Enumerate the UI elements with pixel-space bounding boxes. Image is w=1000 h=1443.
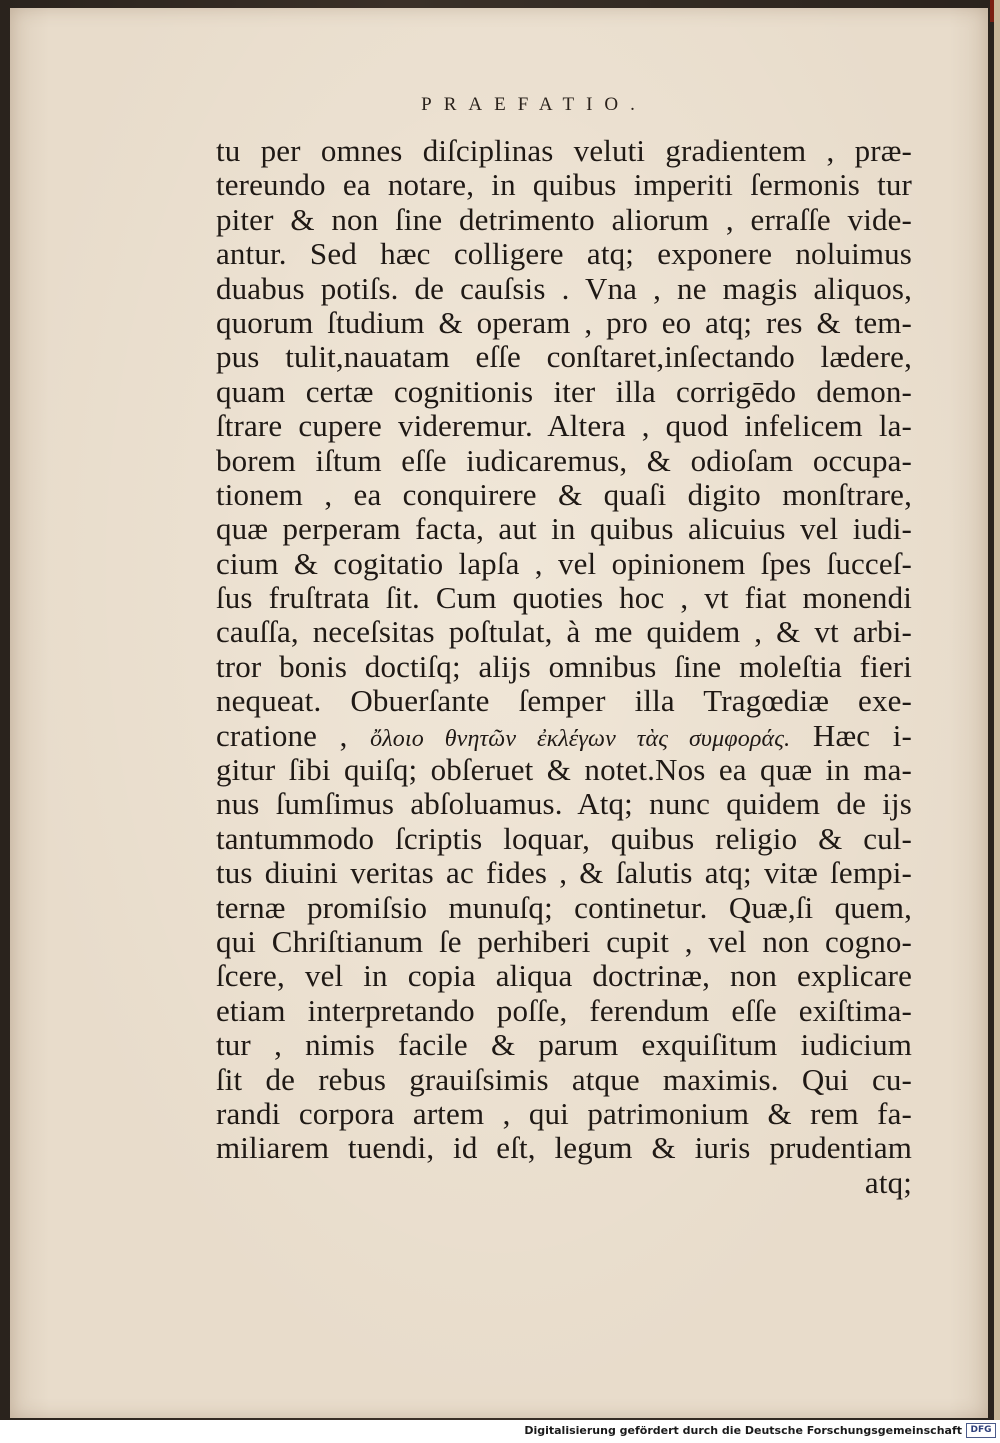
text-line: pus tulit,nauatam eſſe conſtaret,inſectando lædere, (216, 339, 912, 375)
page-edge (994, 0, 1000, 1420)
text-line: tereundo ea notare, in quibus imperiti ſermonis tur (216, 167, 912, 203)
text-line: ſcere, vel in copia aliqua doctrinæ, non explicare (216, 958, 912, 994)
text-line: nus ſumſimus abſoluamus. Atq; nunc quidem de ijs (216, 786, 912, 822)
greek-quotation-line (216, 719, 912, 753)
text-line: gitur ſibi quiſq; obſeruet & notet.Nos ea quæ in ma- (216, 752, 912, 788)
text-line: tantummodo ſcriptis loquar, quibus religio & cul- (216, 820, 912, 856)
text-line: tror bonis doctiſq; alijs omnibus ſine moleſtia fieri (216, 648, 912, 684)
greek-quotation: ὄλοιο θνητῶν ἐκλέγων τὰς συμφοράς. (370, 725, 791, 752)
text-line: ſus fruſtrata ſit. Cum quoties hoc , vt fiat monendi (216, 580, 912, 616)
text-line: tus diuini veritas ac fides , & ſalutis atq; vitæ ſempi- (216, 855, 912, 891)
text-line: tur , nimis facile & parum exquiſitum iudicium (216, 1027, 912, 1063)
text-line: nequeat. Obuerſante ſemper illa Tragœdiæ exe- (216, 683, 912, 719)
text-line: piter & non ſine detrimento aliorum , erraſſe vide- (216, 201, 912, 237)
dfg-logo: DFG (966, 1423, 996, 1438)
book-page (10, 8, 988, 1418)
text-line: cium & cogitatio lapſa , vel opinionem ſpes ſucceſ- (216, 545, 912, 581)
text-line: antur. Sed hæc colligere atq; exponere noluimus (216, 236, 912, 272)
text-line: randi corpora artem , qui patrimonium & rem fa- (216, 1095, 912, 1131)
text-line: ſtrare cupere videremur. Altera , quod infelicem la- (216, 408, 912, 444)
text-line: cauſſa, neceſsitas poſtulat, à me quidem , & vt arbi- (216, 614, 912, 650)
text-line: ternæ promiſsio munuſq; continetur. Quæ,ſi quem, (216, 889, 912, 925)
text-line: qui Chriſtianum ſe perhiberi cupit , vel non cogno- (216, 923, 912, 959)
running-head: PRAEFATIO. (421, 94, 647, 115)
catchword: atq; (864, 1164, 912, 1200)
text-line: tu per omnes diſciplinas veluti gradientem , præ- (216, 133, 912, 168)
funding-note: Digitalisierung gefördert durch die Deutsche Forschungsgemeinschaft (524, 1424, 962, 1437)
text-line: tionem , ea conquirere & quaſi digito monſtrare, (216, 476, 912, 512)
line-before-greek: cratione , (216, 717, 348, 753)
line-after-greek: Hæc i- (812, 717, 912, 753)
text-line: etiam interpretando poſſe, ferendum eſſe exiſtima- (216, 992, 912, 1028)
text-line: borem iſtum eſſe iudicaremus, & odioſam occupa- (216, 442, 912, 478)
body-text (216, 134, 912, 1200)
text-line: quam certæ cognitionis iter illa corrigēdo demon- (216, 373, 912, 409)
text-line: duabus potiſs. de cauſsis . Vna , ne magis aliquos, (216, 270, 912, 306)
text-line: quorum ſtudium & operam , pro eo atq; res & tem- (216, 304, 912, 340)
text-line: miliarem tuendi, id eſt, legum & iuris prudentiam (216, 1130, 912, 1166)
text-line: quæ perperam facta, aut in quibus alicuius vel iudi- (216, 511, 912, 547)
text-line: ſit de rebus grauiſsimis atque maximis. Qui cu- (216, 1061, 912, 1097)
